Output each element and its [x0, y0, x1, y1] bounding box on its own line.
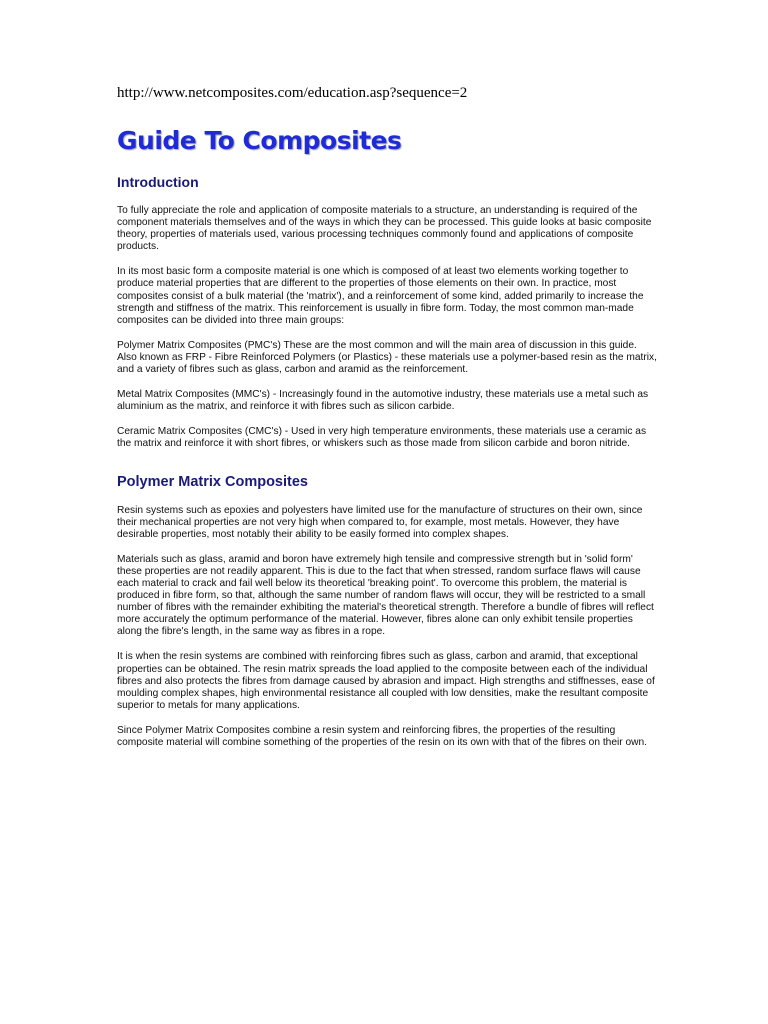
paragraph: In its most basic form a composite material is one which is composed of at least two elements working together to produce material properties that are different to the properties of those elements on their own. In practice, most composites consist of a bulk material (the 'matrix'), and a reinforcement of some kind, added primarily to increase the strength and stiffness of the matrix. This reinforcement is usually in fibre form. Today, the most common man-made composites can be divided into three main groups: — [117, 266, 644, 326]
section-heading-introduction: Introduction — [117, 174, 199, 190]
paragraph: Polymer Matrix Composites (PMC's) These are the most common and will the main area of discussion in this guide. Also known as FRP - Fibre Reinforced Polymers (or Plastics) - these materials use a polymer-based resin as the matrix, and a variety of fibres such as glass, carbon and aramid as the reinforcement. — [117, 339, 657, 376]
page-title: Guide To Composites — [117, 126, 402, 155]
paragraph: Materials such as glass, aramid and boron have extremely high tensile and compressive strength but in 'solid form' these properties are not readily apparent. This is due to the fact that when stressed, random surface flaws will cause each material to crack and fail well below its theoretical 'breaking point'. To overcome this problem, the material is produced in fibre form, so that, although the same number of random flaws will occur, they will be restricted to a small number of fibres with the remainder exhibiting the material's theoretical strength. Therefore a bundle of fibres will reflect more accurately the optimum performance of the material. However, fibres alone can only exhibit tensile properties along the fibre's length, in the same way as fibres in a rope. — [117, 553, 654, 638]
source-url: http://www.netcomposites.com/education.asp?sequence=2 — [117, 85, 468, 101]
paragraph: Metal Matrix Composites (MMC's) - Increasingly found in the automotive industry, these materials use a metal such as aluminium as the matrix, and reinforce it with fibres such as silicon carbide. — [117, 389, 649, 413]
paragraph: Ceramic Matrix Composites (CMC's) - Used in very high temperature environments, these materials use a ceramic as the matrix and reinforce it with short fibres, or whiskers such as those made from silicon carbide and boron nitride. — [117, 426, 647, 450]
paragraph: It is when the resin systems are combined with reinforcing fibres such as glass, carbon and aramid, that exceptional properties can be obtained. The resin matrix spreads the load applied to the composite between each of the individual fibres and also protects the fibres from damage caused by abrasion and impact. High strengths and stiffnesses, ease of moulding complex shapes, high environmental resistance all coupled with low densities, make the resultant composite superior to metals for many applications. — [117, 651, 655, 711]
paragraph: Resin systems such as epoxies and polyesters have limited use for the manufacture of structures on their own, since their mechanical properties are not very high when compared to, for example, most metals. However, they have desirable properties, most notably their ability to be easily formed into complex shapes. — [117, 504, 643, 540]
section-heading-polymer-matrix-composites: Polymer Matrix Composites — [117, 473, 308, 490]
paragraph: To fully appreciate the role and application of composite materials to a structure, an understanding is required of the component materials themselves and of the ways in which they can be processed. This guide looks at basic composite theory, properties of materials used, various processing techniques commonly found and applications of composite products. — [117, 205, 652, 253]
paragraph: Since Polymer Matrix Composites combine a resin system and reinforcing fibres, the properties of the resulting composite material will combine something of the properties of the resin on its own with that of the fibres on their own. — [117, 724, 648, 748]
document-page — [117, 84, 657, 749]
